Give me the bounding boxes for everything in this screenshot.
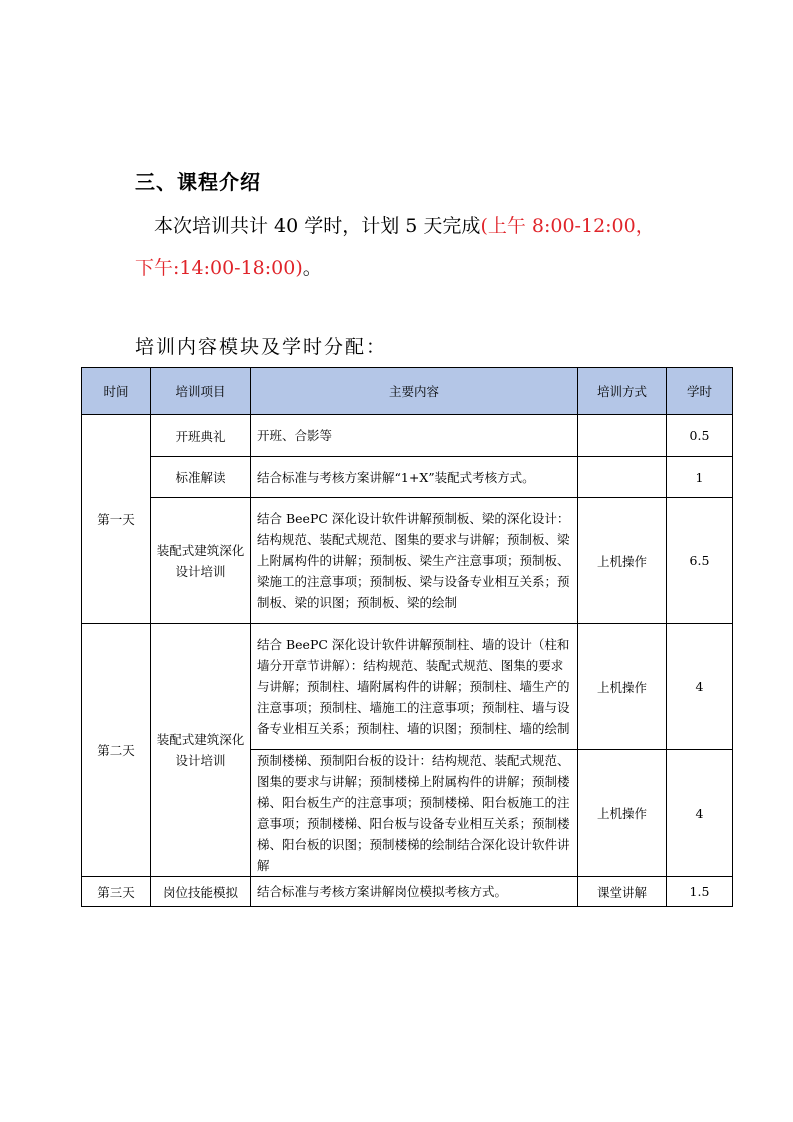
table-title: 培训内容模块及学时分配： <box>135 336 388 358</box>
hours-cell: 1 <box>667 457 733 498</box>
hours-cell: 4 <box>667 750 733 877</box>
project-cell: 标准解读 <box>151 457 251 498</box>
header-hours: 学时 <box>667 368 733 415</box>
intro-paragraph <box>135 205 695 289</box>
header-time: 时间 <box>82 368 151 415</box>
table-row <box>82 457 733 498</box>
section-heading: 三、课程介绍 <box>135 170 261 194</box>
schedule-afternoon: 下午:14:00-18:00) <box>135 257 303 279</box>
project-label: 装配式建筑深化设计培训 <box>156 542 245 579</box>
schedule-table <box>81 367 733 907</box>
header-project: 培训项目 <box>151 368 251 415</box>
hours-cell: 4 <box>667 624 733 750</box>
method-cell: 上机操作 <box>578 624 667 750</box>
header-method: 培训方式 <box>578 368 667 415</box>
day-cell: 第三天 <box>82 877 151 907</box>
day-cell: 第一天 <box>82 415 151 624</box>
table-row <box>82 877 733 907</box>
content-cell: 结合标准与考核方案讲解岗位模拟考核方式。 <box>251 877 578 907</box>
content-cell: 开班、合影等 <box>251 415 578 457</box>
method-cell: 上机操作 <box>578 750 667 877</box>
project-cell: 开班典礼 <box>151 415 251 457</box>
project-label: 装配式建筑深化设计培训 <box>156 732 245 768</box>
method-cell <box>578 457 667 498</box>
table-row <box>82 498 733 624</box>
table-header-row <box>82 368 733 415</box>
project-cell <box>151 498 251 624</box>
hours-cell: 1.5 <box>667 877 733 907</box>
table-row <box>82 415 733 457</box>
content-cell: 结合 BeePC 深化设计软件讲解预制柱、墙的设计（柱和墙分开章节讲解）：结构规范、装配式规范、图集的要求与讲解；预制柱、墙附属构件的讲解；预制柱、墙生产的注意事项；预制柱、墙施工的注意事项；预制柱、墙与设备专业相互关系；预制柱、墙的识图；预制柱、墙的绘制 <box>251 624 578 750</box>
method-cell: 上机操作 <box>578 498 667 624</box>
hours-cell: 6.5 <box>667 498 733 624</box>
day-cell: 第二天 <box>82 624 151 877</box>
project-cell <box>151 624 251 877</box>
project-cell: 岗位技能模拟 <box>151 877 251 907</box>
method-cell: 课堂讲解 <box>578 877 667 907</box>
table-row <box>82 624 733 750</box>
header-content: 主要内容 <box>251 368 578 415</box>
hours-cell: 0.5 <box>667 415 733 457</box>
content-cell: 结合 BeePC 深化设计软件讲解预制板、梁的深化设计：结构规范、装配式规范、图集的要求与讲解；预制板、梁上附属构件的讲解；预制板、梁生产注意事项；预制板、梁施工的注意事项；预制板、梁与设备专业相互关系；预制板、梁的识图；预制板、梁的绘制 <box>251 498 578 624</box>
content-cell: 预制楼梯、预制阳台板的设计：结构规范、装配式规范、图集的要求与讲解；预制楼梯上附属构件的讲解；预制楼梯、阳台板生产的注意事项；预制楼梯、阳台板施工的注意事项；预制楼梯、阳台板与设备专业相互关系；预制楼梯、阳台板的识图；预制楼梯的绘制结合深化设计软件讲解 <box>251 750 578 877</box>
intro-end: 。 <box>302 257 322 279</box>
intro-text: 本次培训共计 40 学时，计划 5 天完成 <box>154 215 481 237</box>
content-cell: 结合标准与考核方案讲解“1+X”装配式考核方式。 <box>251 457 578 498</box>
method-cell <box>578 415 667 457</box>
schedule-morning: (上午 8:00-12:00， <box>480 215 655 237</box>
